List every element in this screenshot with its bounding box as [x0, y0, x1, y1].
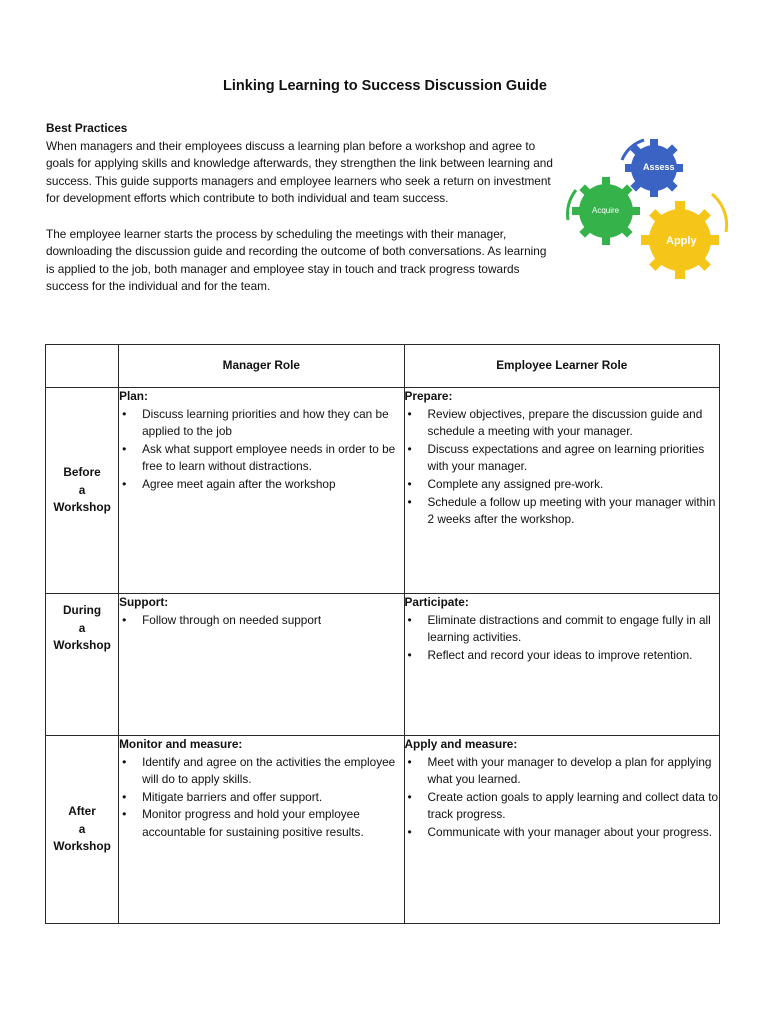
acquire-gear-icon: [572, 177, 640, 245]
manager-role-header: Manager Role: [119, 345, 404, 388]
apply-label: Apply: [666, 235, 697, 247]
cell-heading: Support:: [119, 595, 169, 609]
cell-heading: Plan:: [119, 389, 148, 403]
employee-cell-after: [404, 736, 719, 924]
document-title: Linking Learning to Success Discussion Guide: [223, 78, 547, 94]
list-item: • Mitigate barriers and offer support.: [119, 789, 403, 807]
list-item: • Review objectives, prepare the discussion guide and schedule a meeting with your manager.: [405, 406, 719, 441]
assess-label: Assess: [643, 162, 675, 172]
cell-heading: Apply and measure:: [404, 737, 518, 751]
row-label-before: Before a Workshop: [46, 388, 119, 594]
row-label-after: After a Workshop: [46, 736, 119, 924]
list-item: • Identify and agree on the activities the employee will do to apply skills.: [119, 754, 403, 789]
manager-cell-after: [119, 736, 404, 924]
intro-paragraph-1: When managers and their employees discuss a learning plan before a workshop and agree to goals for applying skills and knowledge afterwards, they strengthen the link between learning and success. This guide supports managers and employee learners who seek a return on investment for development efforts which contribute to both individual and team success.: [46, 138, 553, 206]
list-item: • Communicate with your manager about your progress.: [405, 824, 719, 842]
table-row-before: [46, 388, 720, 594]
employee-role-header: Employee Learner Role: [404, 345, 719, 388]
learning-cycle-graphic: [562, 132, 730, 284]
list-item: • Meet with your manager to develop a plan for applying what you learned.: [405, 754, 719, 789]
apply-gear-icon: [641, 201, 719, 279]
employee-cell-during: [404, 594, 719, 736]
acquire-label: Acquire: [592, 206, 620, 215]
table-header-row: [46, 345, 720, 388]
best-practices-heading: Best Practices: [46, 121, 128, 135]
list-item: • Create action goals to apply learning and collect data to track progress.: [405, 789, 719, 824]
corner-header: [46, 345, 119, 388]
table-row-after: [46, 736, 720, 924]
list-item: • Complete any assigned pre-work.: [405, 476, 719, 494]
list-item: • Schedule a follow up meeting with your manager within 2 weeks after the workshop.: [405, 494, 719, 529]
list-item: • Ask what support employee needs in order to be free to learn without distractions.: [119, 441, 403, 476]
cell-heading: Monitor and measure:: [119, 737, 243, 751]
list-item: • Discuss learning priorities and how they can be applied to the job: [119, 406, 403, 441]
table-row-during: [46, 594, 720, 736]
list-item: • Eliminate distractions and commit to engage fully in all learning activities.: [405, 612, 719, 647]
employee-cell-before: [404, 388, 719, 594]
list-item: • Monitor progress and hold your employee accountable for sustaining positive results.: [119, 806, 403, 841]
manager-cell-during: [119, 594, 404, 736]
discussion-guide-table: [45, 344, 720, 924]
row-label-during: During a Workshop: [46, 594, 119, 736]
intro-paragraph-2: The employee learner starts the process by scheduling the meetings with their manager, downloading the discussion guide and recording the outcome of both conversations. As learning is applied to the job, both manager and employee stay in touch and track progress towards success for the individual and for the team.: [46, 226, 547, 294]
cell-heading: Participate:: [404, 595, 469, 609]
manager-cell-before: [119, 388, 404, 594]
list-item: • Discuss expectations and agree on learning priorities with your manager.: [405, 441, 719, 476]
list-item: • Follow through on needed support: [119, 612, 403, 630]
list-item: • Agree meet again after the workshop: [119, 476, 403, 494]
cell-heading: Prepare:: [404, 389, 453, 403]
intro-section: [46, 120, 556, 314]
list-item: • Reflect and record your ideas to improve retention.: [405, 647, 719, 665]
assess-gear-icon: [625, 139, 683, 197]
